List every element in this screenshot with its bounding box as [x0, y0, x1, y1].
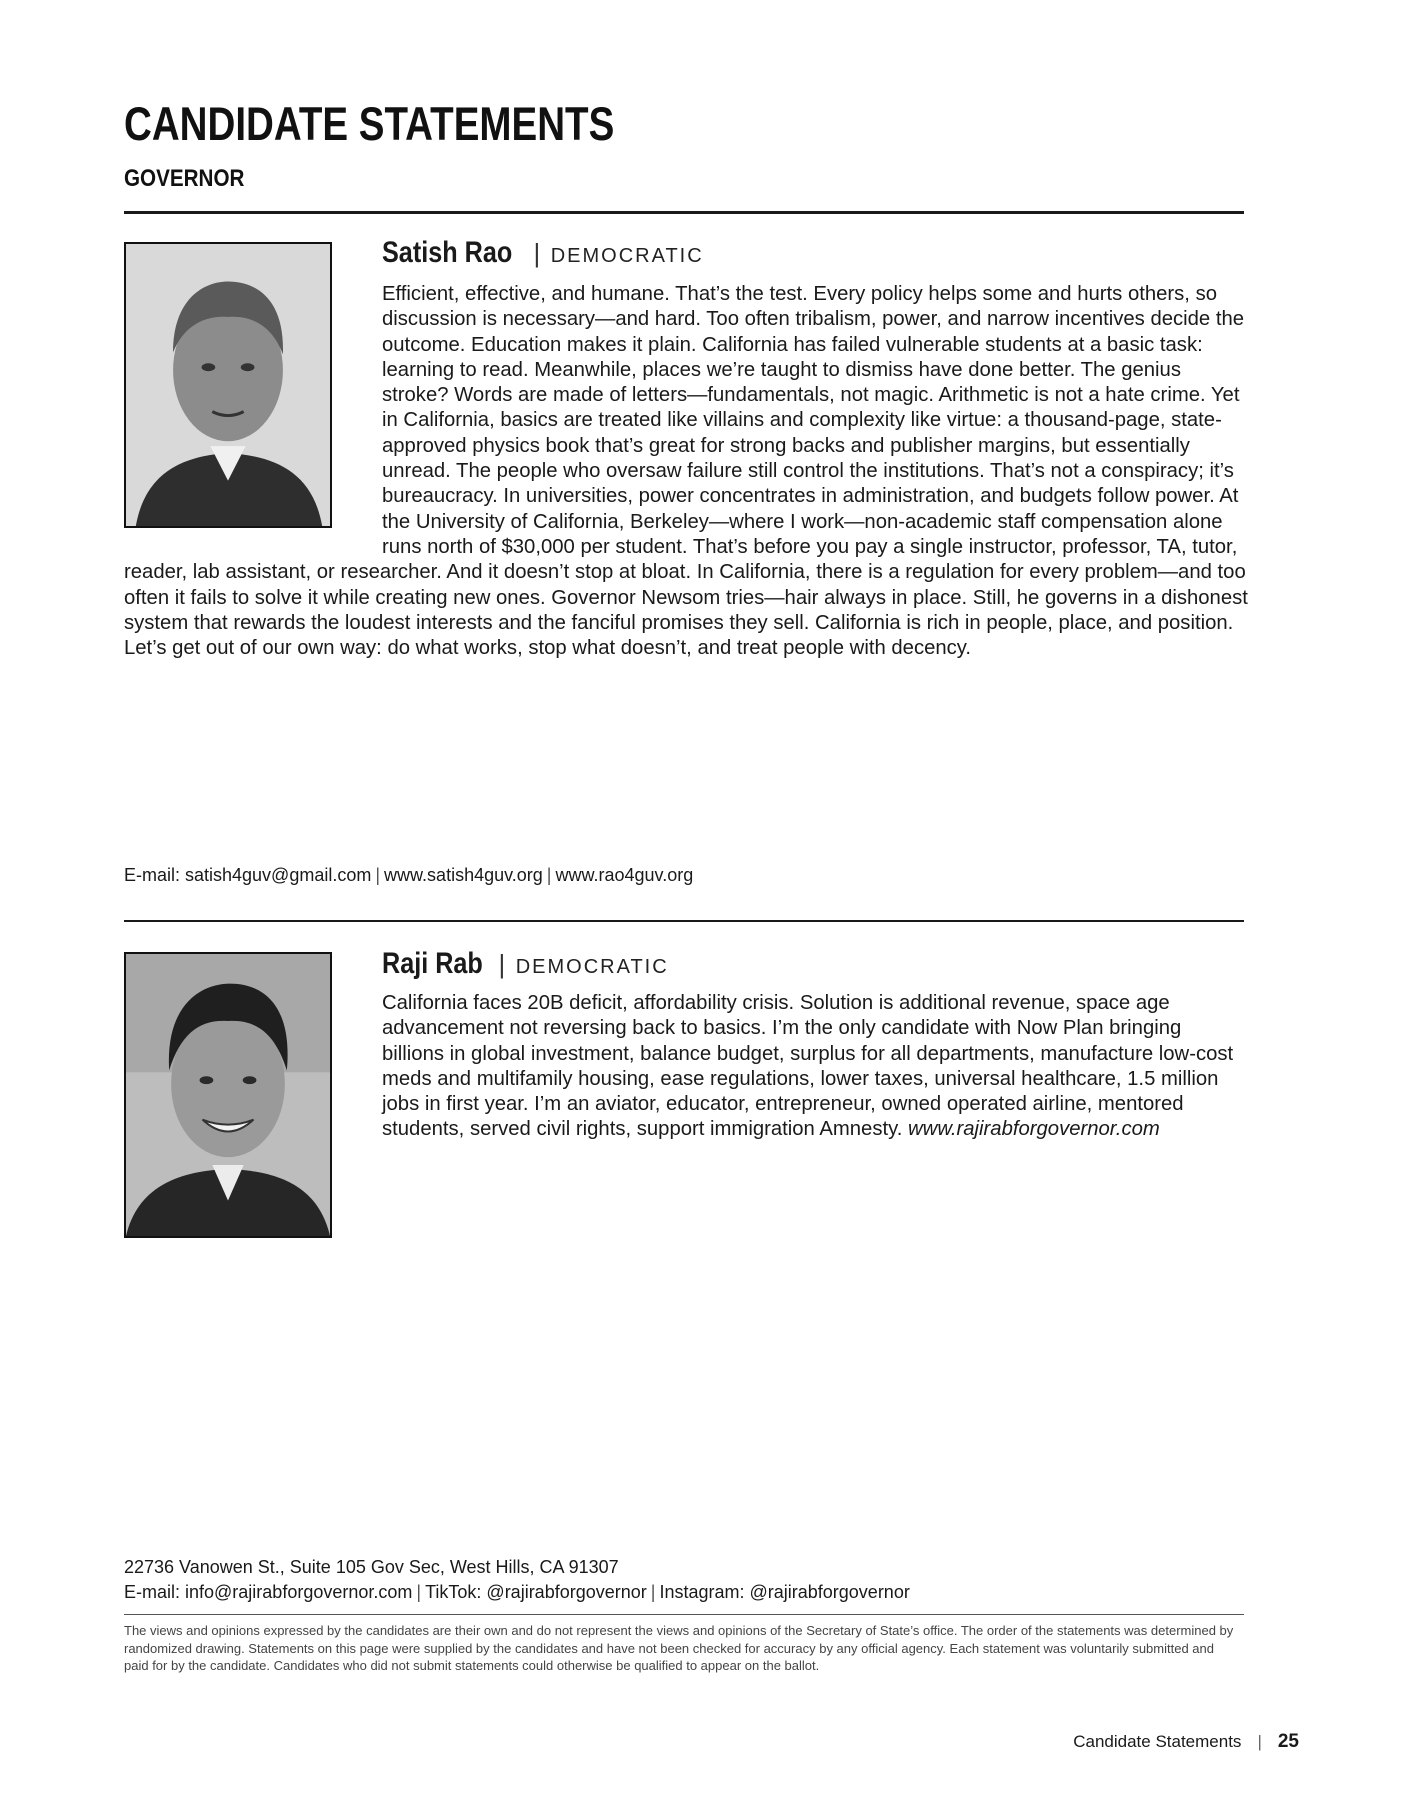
- address-line-rab: 22736 Vanowen St., Suite 105 Gov Sec, West Hills, CA 91307: [124, 1557, 619, 1577]
- instagram-handle: Instagram: @rajirabforgovernor: [659, 1582, 910, 1602]
- candidate-name: Raji Rab: [382, 947, 483, 980]
- contact-line-rao: E-mail: satish4guv@gmail.com | www.satish4guv.org | www.rao4guv.org: [124, 865, 694, 885]
- statement-website-link[interactable]: www.rajirabforgovernor.com: [908, 1118, 1160, 1141]
- website-link[interactable]: www.satish4guv.org: [384, 865, 543, 885]
- tiktok-handle: TikTok: @rajirabforgovernor: [425, 1582, 647, 1602]
- page-footer: [1073, 1731, 1299, 1753]
- website-link[interactable]: www.rao4guv.org: [555, 865, 694, 885]
- statement-text: Efficient, effective, and humane. That’s the test. Every policy helps some and hurts others, so discussion is necessary—and hard. Too often tribalism, power, and narrow incentives decide the outcome. Education makes it plain. California has failed vulnerable students at a basic task: learning to read. Meanwhile, places we’re taught to dismiss have done better. The genius stroke? Words are made of letters—fundamentals, not magic. Arithmetic is not a hate crime. Yet in California, basics are treated like villains and complexity like virtue: a thousand-page, state-approved physics book that’s great for strong backs and publisher margins, but essentially unread. The people who oversaw failure still control the institutions. That’s not a conspiracy; it’s bureaucracy. In universities, power concentrates in administration, and budgets follow power. At the University of California, Berkeley—where I work—non-academic staff compensation alone runs north of $30,000 per student. That’s before you pay a single instructor, professor, TA, tutor, reader, lab assistant, or researcher. And it doesn’t stop at bloat. In California, there is a regulation for every problem—and too often it fails to solve it while creating new ones. Governor Newsom tries—hair always in place. Still, he governs in a dishonest system that rewards the loudest interests and the fanciful promises they sell. California is rich in people, place, and position. Let’s get out of our own way: do what works, stop what doesn’t, and treat people with decency.: [124, 283, 1248, 660]
- office-heading: GOVERNOR: [124, 165, 245, 192]
- page-title: CANDIDATE STATEMENTS: [124, 97, 615, 150]
- party-label: DEMOCRATIC: [550, 245, 704, 267]
- page-number: 25: [1277, 1731, 1299, 1752]
- candidate-statement-rao: [124, 282, 1248, 661]
- name-party-separator: |: [498, 949, 506, 979]
- footer-separator: |: [1257, 1732, 1262, 1751]
- top-divider: [124, 211, 1244, 214]
- email-text: E-mail: satish4guv@gmail.com: [124, 865, 372, 885]
- candidate-name: Satish Rao: [382, 236, 513, 269]
- disclaimer-divider: [124, 1614, 1244, 1615]
- name-party-separator: |: [533, 238, 541, 268]
- statement-text: California faces 20B deficit, affordability crisis. Solution is additional revenue, space age advancement not reversing back to basics. I’m the only candidate with Now Plan bringing billions in global investment, balance budget, surplus for all departments, manufacture low-cost meds and multifamily housing, ease regulations, lower taxes, universal healthcare, 1.5 million jobs in first year. I’m an aviator, educator, entrepreneur, owned operated airline, mentored students, served civil rights, support immigration Amnesty.: [382, 992, 1234, 1141]
- footer-section-label: Candidate Statements: [1073, 1732, 1242, 1751]
- email-text: E-mail: info@rajirabforgovernor.com: [124, 1582, 413, 1602]
- candidate-header-rab: [382, 947, 669, 981]
- disclaimer-text: The views and opinions expressed by the candidates are their own and do not represent the views and opinions of the Secretary of State’s office. The order of the statements was determined by randomized drawing. Statements on this page were supplied by the candidates and have not been checked for accuracy by any official agency. Each statement was voluntarily submitted and paid for by the candidate. Candidates who did not submit statements could otherwise be qualified to appear on the ballot.: [124, 1623, 1234, 1673]
- candidate-statement-rab: [124, 991, 1248, 1291]
- party-label: DEMOCRATIC: [515, 956, 669, 978]
- candidate-divider: [124, 920, 1244, 922]
- contact-line-rab: E-mail: info@rajirabforgovernor.com | TikTok: @rajirabforgovernor | Instagram: @rajirabforgovernor: [124, 1582, 910, 1602]
- candidate-header-rao: [382, 236, 704, 270]
